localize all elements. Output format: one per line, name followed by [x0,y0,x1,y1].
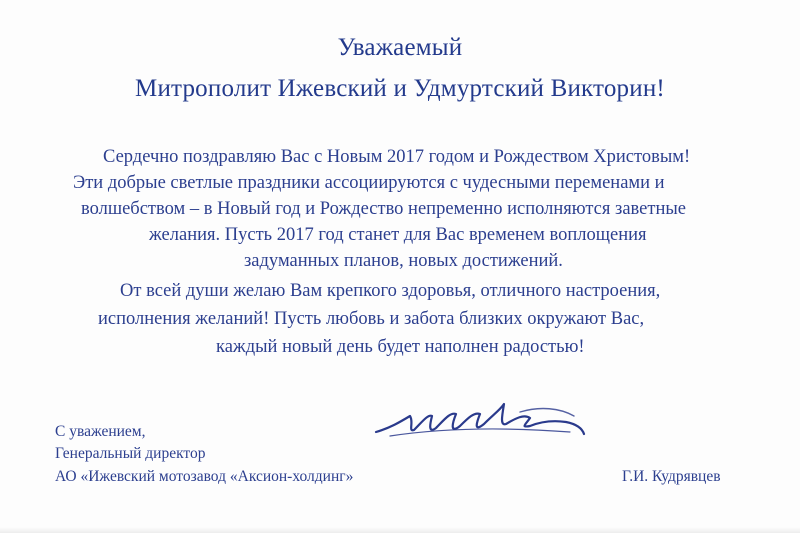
body-line-6: От всей души желаю Вам крепкого здоровья, отличного настроения, [120,281,661,301]
body-line-3: волшебством – в Новый год и Рождество непременно исполняются заветные [81,199,686,219]
closing-company: АО «Ижевский мотозавод «Аксион-холдинг» [55,468,354,485]
body-line-7: исполнения желаний! Пусть любовь и забота близких окружают Вас, [98,309,645,329]
closing-position: Генеральный директор [55,445,206,462]
body-line-4: желания. Пусть 2017 год станет для Вас временем воплощения [149,225,647,245]
body-line-5: задуманных планов, новых достижений. [244,251,563,271]
body-line-8: каждый новый день будет наполнен радостью! [216,337,585,357]
body-line-2: Эти добрые светлые праздники ассоциируются с чудесными переменами и [73,173,665,193]
addressee-title: Митрополит Ижевский и Удмуртский Викторин! [135,75,665,102]
body-line-1: Сердечно поздравляю Вас с Новым 2017 годом и Рождеством Христовым! [103,147,691,167]
scan-edge [0,527,800,533]
salutation-title: Уважаемый [337,34,463,61]
closing-regards: С уважением, [55,423,146,440]
signatory-name: Г.И. Кудрявцев [622,468,721,485]
handwritten-signature [370,392,600,452]
